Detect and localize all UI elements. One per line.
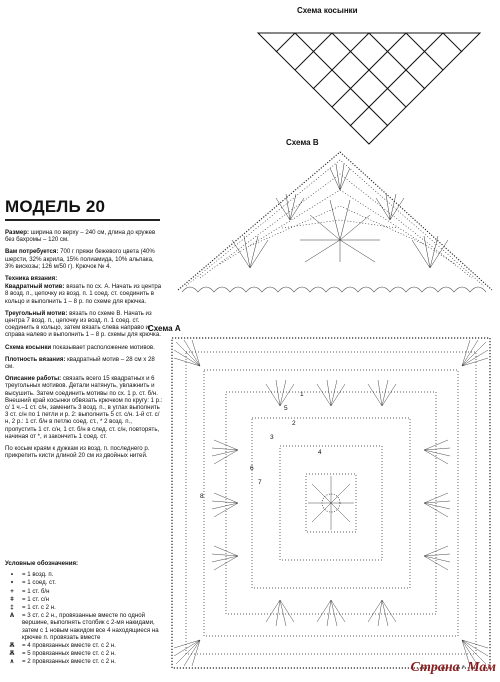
scheme-a-caption: Схема А (148, 324, 181, 333)
row-number-label: 3 (270, 434, 274, 441)
triangle-label: Треугольный мотив: (5, 309, 68, 317)
legend-text: = 3 ст. с 2 н., провязанные вместе по одной вершине, выполнять столбик с 2-мя накидами, затем с 1 новым накидом все 4 находящиеся на крючке п. провязать вместе (22, 612, 159, 641)
legend-text: = 5 провязанных вместе ст. с 2 н. (22, 650, 116, 658)
scheme-shawl-caption: Схема косынки (297, 6, 358, 15)
legend-text: = 1 ст. с 2 н. (22, 604, 56, 612)
scheme-b-caption: Схема В (286, 138, 319, 147)
row-number-label: 1 (300, 391, 304, 398)
watermark-logo (410, 660, 496, 676)
legend-symbol: ‡ (10, 604, 14, 612)
legend-symbol: Ѫ (9, 650, 15, 658)
row-number-label: 2 (292, 420, 296, 427)
legend-symbol: ǂ (10, 595, 14, 603)
legend-symbol: Ѧ (9, 612, 15, 620)
density-body: квадратный мотив – 28 см х 28 см. (5, 355, 155, 371)
model-title: МОДЕЛЬ 20 (5, 197, 106, 216)
legend-item (5, 579, 165, 586)
legend-text: = 4 провязанных вместе ст. с 2 н. (22, 642, 116, 650)
shawl-label: Схема косынки (5, 343, 52, 351)
legend-symbol: + (10, 587, 14, 595)
row-number-label: 8 (200, 493, 204, 500)
legend-item (5, 588, 165, 595)
legend-text: = 1 ст. с/н (22, 595, 49, 603)
row-number-label: 5 (284, 405, 288, 412)
material-label: Вам потребуется: (5, 248, 59, 256)
square-label: Квадратный мотив: (5, 283, 65, 291)
legend-item (5, 604, 165, 611)
legend-symbol: • (10, 571, 14, 579)
square-body: вязать по сх. А. Начать из центра 8 возд. п., цепочку из возд. п. 1 соед. ст. соединить в кольцо и выполнить 1 – 8 р. по схеме для крючка. (5, 283, 162, 305)
watermark-part1: Страна (410, 660, 460, 675)
triangle-body: вязать по схеме В. Начать из центра 7 возд. п., цепочку из возд. п. 1 соед. ст. соединить в кольцо, затем вязать слева направо и справа налево и выполнить 1 – 8 р. схемы для крючка. (5, 309, 161, 339)
work-body: связать всего 15 квадратных и 6 треугольных мотивов. Детали натянуть, увлажнить и высушить. Затем соединить мотивы по сх. 1 р. ст. б/н. Внешний край косынки обвязать крючком по кругу: 1 р.: с/ 1 ч.–1 ст. с/н, заменить 3 возд. п., в углах выполнить 3 ст. с/н по 1 петли и р. 2: выполнить 5 ст. с/н. 1-й ст. с/н, 2 р.: 1 ст. б/н в петлю соед. ст., * 2 возд. п., пропустить 1 ст. с/н, 1 ст. б/н в след. ст. с/н, повторять, начиная от *, и закончить 1 соед. ст. (5, 375, 163, 440)
watermark-part2: Мам (467, 660, 496, 675)
technique-label: Техника вязания: (5, 275, 58, 283)
row-number-label: 6 (250, 465, 254, 472)
legend-symbol: Ѫ (9, 642, 15, 650)
legend-item (5, 612, 165, 641)
legend-item (5, 650, 165, 657)
legend-item (5, 571, 165, 578)
legend-item (5, 596, 165, 603)
legend-symbol: ∧ (9, 658, 15, 666)
watermark-dot: · (461, 660, 466, 675)
size-label: Размер: (5, 229, 29, 236)
legend (5, 560, 165, 667)
legend-text: = 1 ст. б/н (22, 587, 50, 595)
density-label: Плотность вязания: (5, 355, 66, 363)
legend-item (5, 642, 165, 649)
legend-text: = 1 соед. ст. (22, 579, 56, 587)
row-number-label: 7 (258, 479, 262, 486)
work-label: Описание работы: (5, 375, 62, 383)
legend-item (5, 658, 165, 665)
row-number-label: 4 (318, 449, 322, 456)
legend-text: = 2 провязанных вместе ст. с 2 н. (22, 658, 116, 666)
legend-text: = 1 возд. п. (22, 571, 54, 579)
instructions-text (5, 229, 163, 464)
fringe-body: По косым краям к дужкам из возд. п. последнего р. прикрепить кисти длиной 20 см из двойных нитей. (5, 445, 150, 460)
legend-symbol: ∘ (10, 579, 14, 587)
material-body: 700 г пряжи бежевого цвета (40% шерсти, 32% акрила, 15% полиамида, 10% альпака, 3% вискозы; 126 м/50 г). Крючок № 4. (5, 248, 155, 270)
title-rule (5, 219, 160, 221)
size-body: ширина по верху – 240 см, длина до кружев без бахромы – 120 см. (5, 229, 156, 244)
legend-title: Условные обозначения: (5, 560, 79, 567)
shawl-body: показывает расположение мотивов. (52, 343, 155, 351)
